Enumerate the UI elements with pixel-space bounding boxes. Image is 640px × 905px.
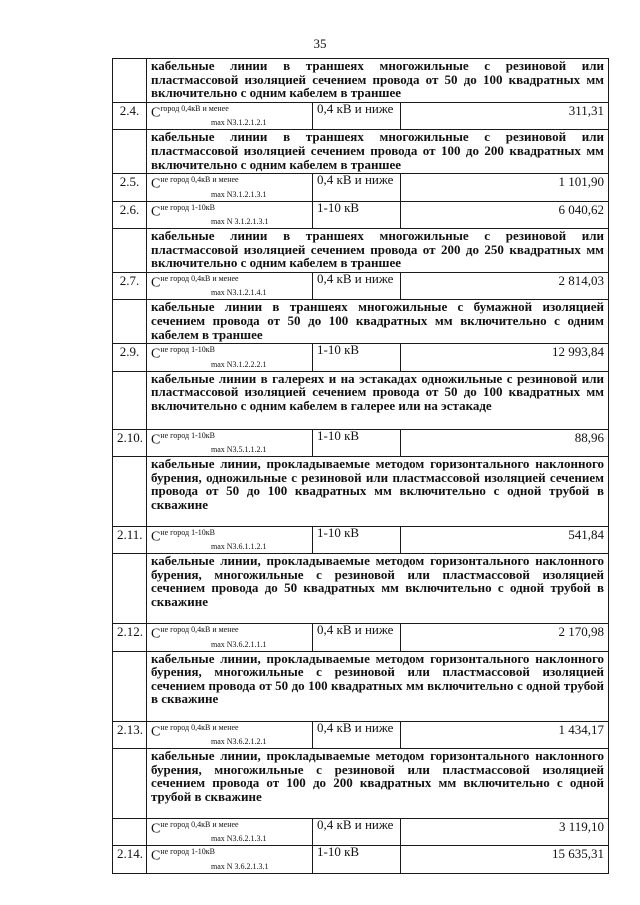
rate-value: 1 434,17 <box>401 721 609 748</box>
page-number: 35 <box>313 36 327 51</box>
rate-code-superscript: не город 1-10кВ <box>160 345 215 355</box>
voltage-level: 0,4 кВ и ниже <box>313 272 401 299</box>
section-num-cell <box>113 554 147 624</box>
section-description: кабельные линии, прокладываемые методом горизонтального наклонного бурения, многожильные с резиновой или пластмассовой изоляцией сечением провода от 50 до 100 квадратных мм включительно с одной трубой в скважине <box>147 651 609 721</box>
voltage-level: 0,4 кВ и ниже <box>313 818 401 845</box>
rate-code <box>147 174 313 201</box>
rate-code-superscript: город 0,4кВ и менее <box>160 104 229 113</box>
rate-code-letter: C <box>151 176 161 192</box>
tariff-row <box>113 344 609 371</box>
row-number: 2.14. <box>113 846 147 873</box>
section-num-cell <box>113 59 147 103</box>
row-number: 2.10. <box>113 429 147 456</box>
rate-code-letter: C <box>151 529 161 545</box>
rate-value: 15 635,31 <box>401 846 609 873</box>
rate-code-subscript: max N 3.6.2.1.3.1 <box>211 861 269 871</box>
row-number: 2.11. <box>113 526 147 553</box>
rate-code-superscript: не город 0,4кВ и менее <box>160 273 239 283</box>
rate-code <box>147 429 313 456</box>
section-description: кабельные линии, прокладываемые методом горизонтального наклонного бурения, многожильные с резиновой или пластмассовой изоляцией сечением провода от 100 до 200 квадратных мм включительно с одной трубой в скважине <box>147 748 609 818</box>
section-description: кабельные линии в траншеях многожильные с резиновой или пластмассовой изоляцией сечением провода от 50 до 100 квадратных мм включительно с одним кабелем в траншее <box>147 59 609 103</box>
voltage-level: 0,4 кВ и ниже <box>313 103 401 130</box>
rate-code-superscript: не город 0,4кВ и менее <box>160 722 239 732</box>
rate-code <box>147 526 313 553</box>
voltage-level: 1-10 кВ <box>313 344 401 371</box>
rate-code <box>147 818 313 845</box>
tariff-row <box>113 624 609 651</box>
section-description: кабельные линии, прокладываемые методом горизонтального наклонного бурения, одножильные с резиновой или пластмассовой изоляцией сечением провода от 50 до 100 квадратных мм включительно с одной трубой в скважине <box>147 456 609 526</box>
tariff-row <box>113 818 609 845</box>
rate-code-letter: C <box>151 848 161 864</box>
rate-code-superscript: не город 1-10кВ <box>160 527 215 537</box>
section-description: кабельные линии в траншеях многожильные с бумажной изоляцией сечением провода от 50 до 100 квадратных мм включительно с одним кабелем в траншее <box>147 300 609 344</box>
voltage-level: 1-10 кВ <box>313 201 401 228</box>
row-number: 2.5. <box>113 174 147 201</box>
rate-code-letter: C <box>151 203 161 219</box>
section-row <box>113 59 609 103</box>
section-row <box>113 228 609 272</box>
rate-code-letter: C <box>151 275 161 291</box>
rate-code <box>147 624 313 651</box>
rate-code-subscript: max N3.5.1.1.2.1 <box>211 444 267 454</box>
rate-code <box>147 201 313 228</box>
tariff-row <box>113 103 609 130</box>
section-description: кабельные линии в траншеях многожильные с резиновой или пластмассовой изоляцией сечением провода от 200 до 250 квадратных мм включительно с одним кабелем в траншее <box>147 228 609 272</box>
rate-code-superscript: не город 0,4кВ и менее <box>160 175 239 185</box>
tariff-row <box>113 429 609 456</box>
rate-code-subscript: max N3.1.2.1.2.1 <box>211 118 267 128</box>
section-row <box>113 456 609 526</box>
rate-code-letter: C <box>151 431 161 447</box>
rate-code-subscript: max N 3.1.2.1.3.1 <box>211 216 269 226</box>
rate-code-letter: C <box>151 346 161 362</box>
section-num-cell <box>113 228 147 272</box>
rate-code-subscript: max N3.6.1.1.2.1 <box>211 542 267 552</box>
tariff-row <box>113 721 609 748</box>
section-description: кабельные линии в траншеях многожильные с резиновой или пластмассовой изоляцией сечением провода от 100 до 200 квадратных мм включительно с одним кабелем в траншее <box>147 130 609 174</box>
row-number: 2.9. <box>113 344 147 371</box>
section-row <box>113 371 609 429</box>
voltage-level: 1-10 кВ <box>313 846 401 873</box>
section-num-cell <box>113 651 147 721</box>
row-number: 2.6. <box>113 201 147 228</box>
section-row <box>113 130 609 174</box>
tariff-row <box>113 526 609 553</box>
rate-code-superscript: не город 1-10кВ <box>160 847 215 857</box>
rate-value: 311,31 <box>401 103 609 130</box>
rate-code <box>147 103 313 130</box>
tariff-table-body <box>113 59 609 874</box>
rate-code-subscript: max N3.1.2.2.2.1 <box>211 359 267 369</box>
rate-code <box>147 344 313 371</box>
section-num-cell <box>113 300 147 344</box>
rate-value: 541,84 <box>401 526 609 553</box>
section-num-cell <box>113 130 147 174</box>
row-number <box>113 818 147 845</box>
section-num-cell <box>113 748 147 818</box>
section-row <box>113 651 609 721</box>
rate-code <box>147 721 313 748</box>
rate-value: 2 814,03 <box>401 272 609 299</box>
tariff-row <box>113 201 609 228</box>
rate-code-subscript: max N3.1.2.1.3.1 <box>211 189 267 199</box>
rate-value: 3 119,10 <box>401 818 609 845</box>
section-num-cell <box>113 456 147 526</box>
rate-value: 12 993,84 <box>401 344 609 371</box>
rate-value: 88,96 <box>401 429 609 456</box>
section-row <box>113 554 609 624</box>
row-number: 2.4. <box>113 103 147 130</box>
rate-value: 6 040,62 <box>401 201 609 228</box>
tariff-row <box>113 272 609 299</box>
rate-code <box>147 272 313 299</box>
section-row <box>113 300 609 344</box>
rate-code-subscript: max N3.6.2.1.2.1 <box>211 736 267 746</box>
section-description: кабельные линии в галереях и на эстакадах одножильные с резиновой или пластмассовой изоляцией сечением провода от 50 до 100 квадратных мм включительно с одним кабелем в галерее или на эстакаде <box>147 371 609 429</box>
rate-code-superscript: не город 1-10кВ <box>160 202 215 212</box>
tariff-table <box>112 58 609 874</box>
row-number: 2.13. <box>113 721 147 748</box>
tariff-row <box>113 174 609 201</box>
rate-code-letter: C <box>151 821 161 837</box>
rate-code-superscript: не город 1-10кВ <box>160 430 215 440</box>
rate-code-superscript: не город 0,4кВ и менее <box>160 819 239 829</box>
rate-code-subscript: max N3.6.2.1.1.1 <box>211 639 267 649</box>
voltage-level: 0,4 кВ и ниже <box>313 721 401 748</box>
voltage-level: 0,4 кВ и ниже <box>313 174 401 201</box>
tariff-row <box>113 846 609 873</box>
row-number: 2.7. <box>113 272 147 299</box>
section-num-cell <box>113 371 147 429</box>
voltage-level: 1-10 кВ <box>313 526 401 553</box>
rate-code-letter: C <box>151 626 161 642</box>
rate-code-subscript: max N3.1.2.1.4.1 <box>211 288 267 298</box>
rate-code-superscript: не город 0,4кВ и менее <box>160 625 239 635</box>
rate-value: 2 170,98 <box>401 624 609 651</box>
rate-code-letter: C <box>151 105 161 121</box>
voltage-level: 0,4 кВ и ниже <box>313 624 401 651</box>
section-row <box>113 748 609 818</box>
rate-value: 1 101,90 <box>401 174 609 201</box>
section-description: кабельные линии, прокладываемые методом горизонтального наклонного бурения, многожильные с резиновой или пластмассовой изоляцией сечением провода до 50 квадратных мм включительно с одной трубой в скважине <box>147 554 609 624</box>
rate-code-subscript: max N3.6.2.1.3.1 <box>211 834 267 844</box>
voltage-level: 1-10 кВ <box>313 429 401 456</box>
row-number: 2.12. <box>113 624 147 651</box>
rate-code-letter: C <box>151 723 161 739</box>
rate-code <box>147 846 313 873</box>
